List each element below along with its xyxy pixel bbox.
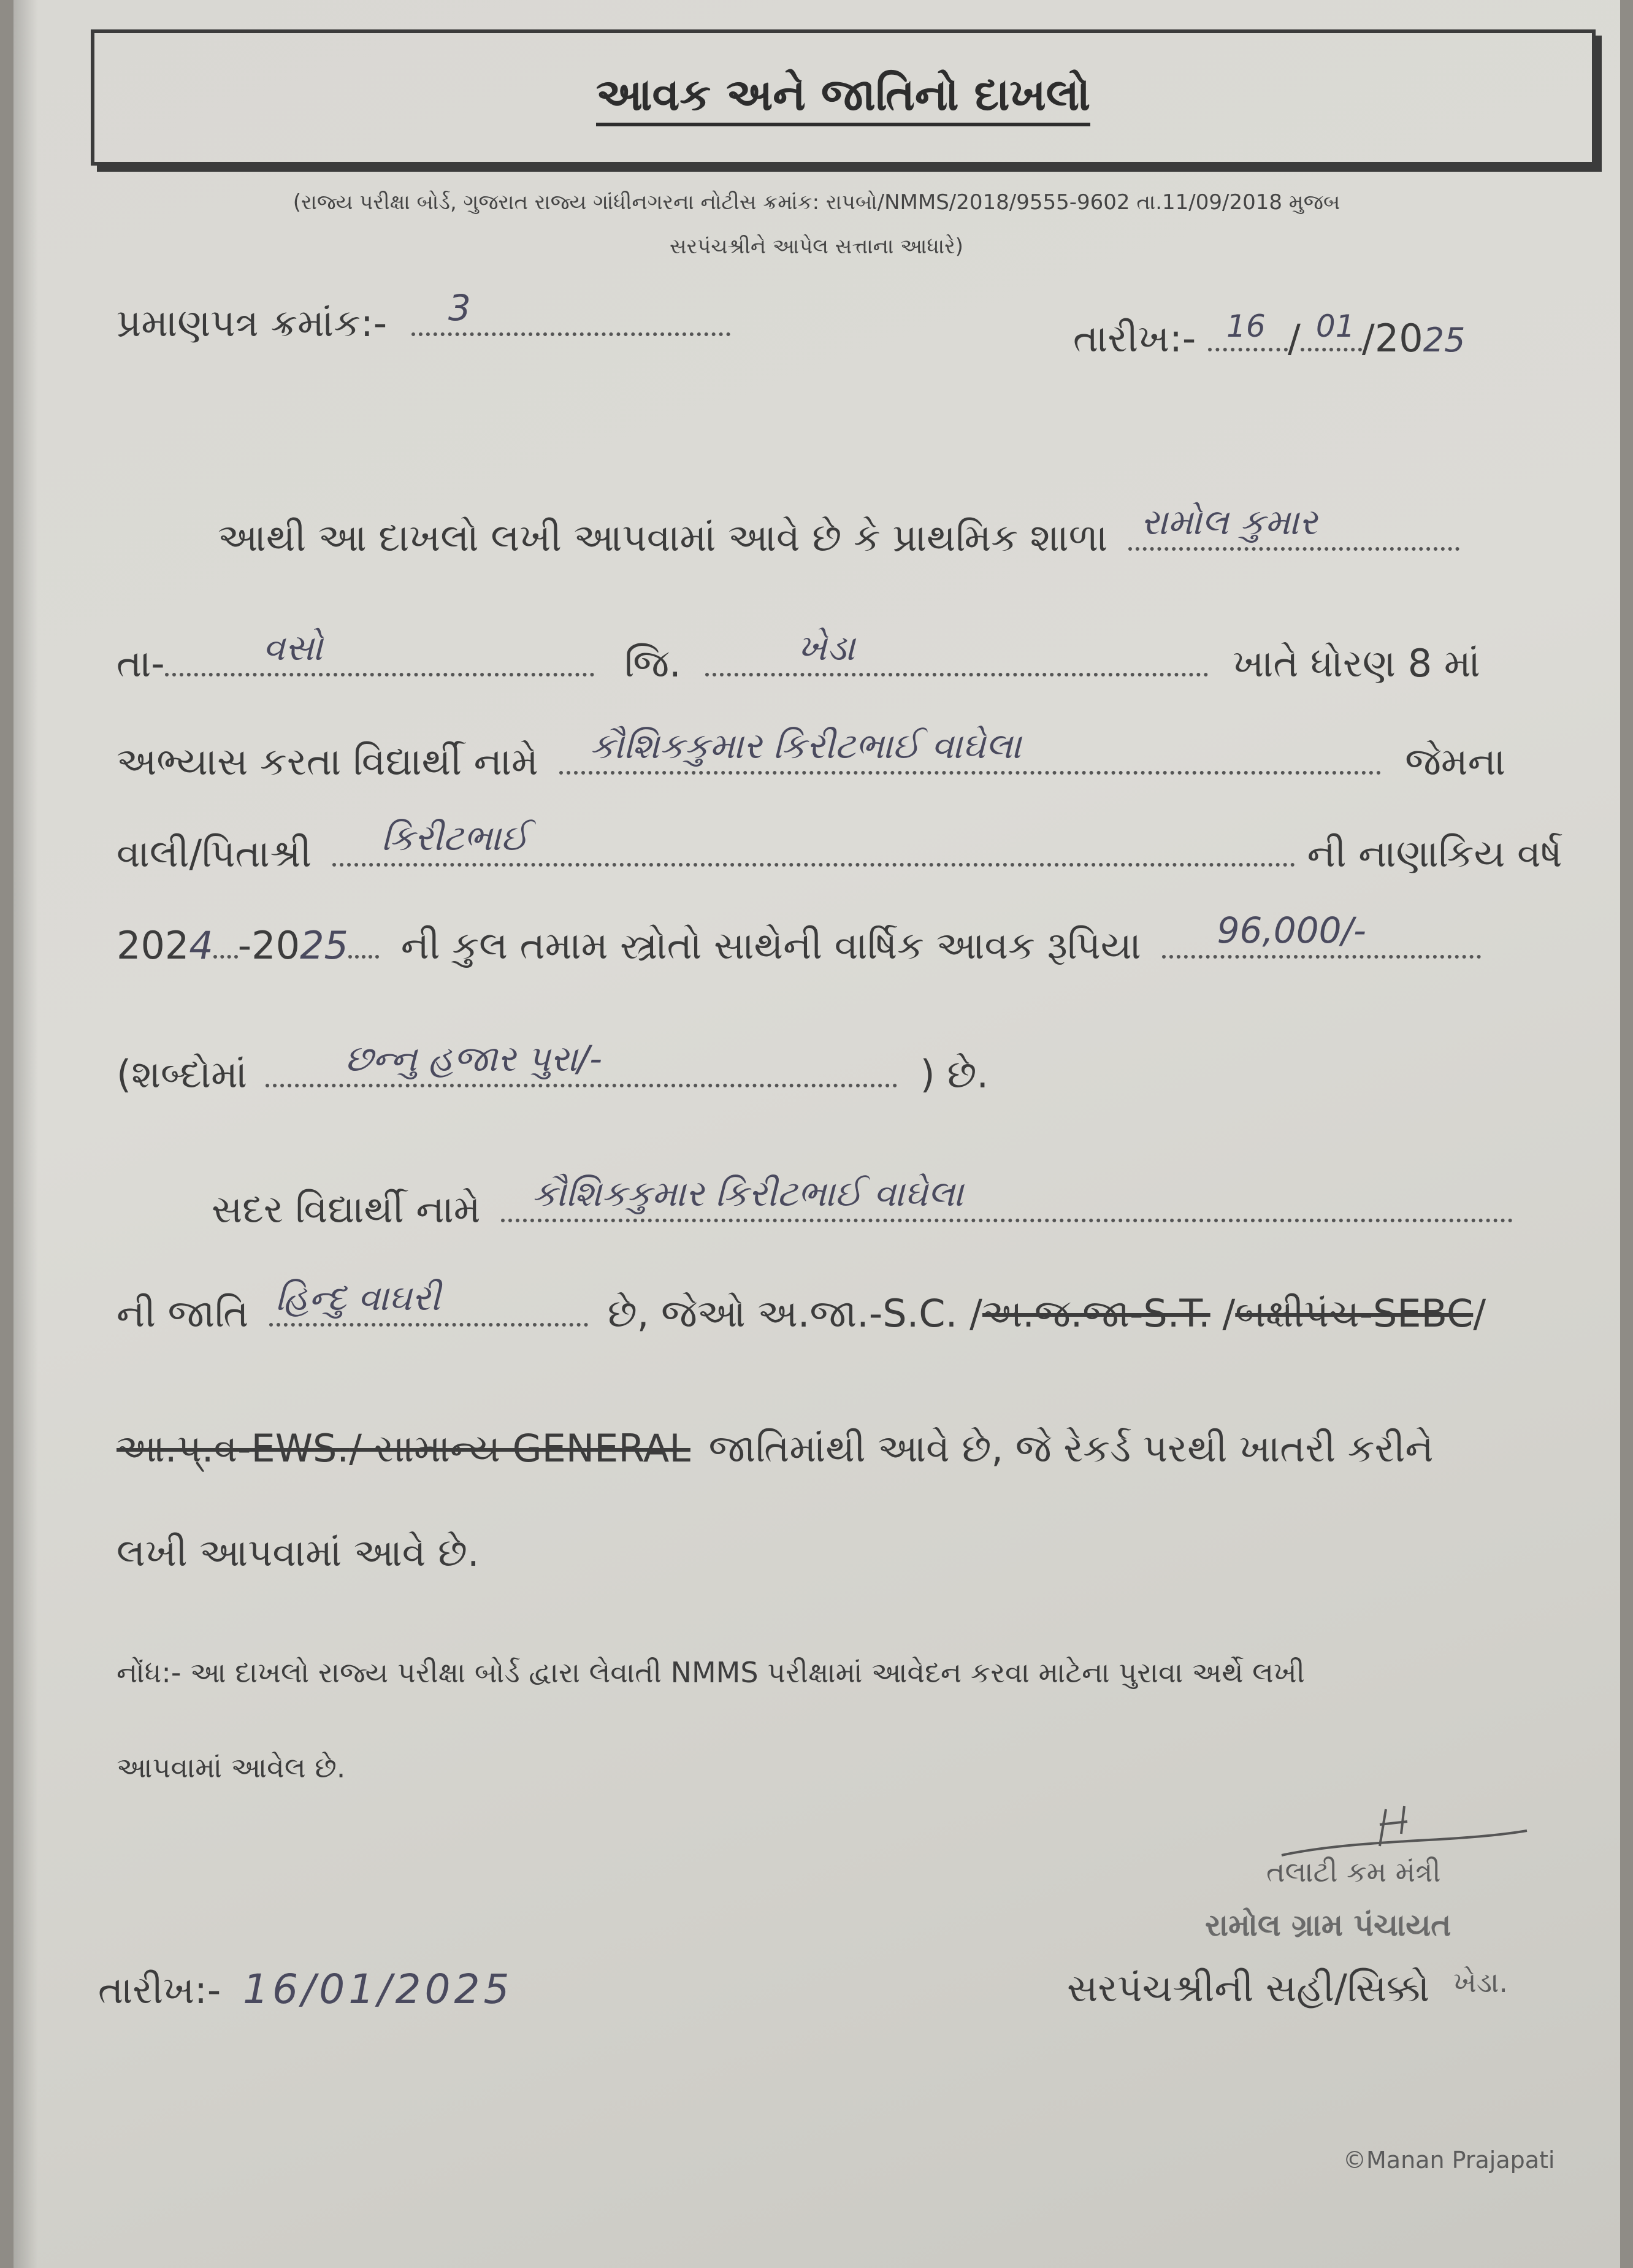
footer-date-row: [98, 1966, 513, 2013]
caste-field: [269, 1277, 588, 1327]
body-line-4-suffix: ની નાણાકિય વર્ષ: [1307, 831, 1562, 876]
body-line-3: [117, 725, 1506, 784]
body-line-8: [117, 1277, 1486, 1336]
certificate-date-label: તારીખ:-: [1073, 316, 1196, 361]
income-value: 96,000/-: [1217, 910, 1366, 951]
footer-date-label: તારીખ:-: [98, 1967, 221, 2012]
caste-line-mid: છે, જેઓ અ.જા.-S.C. /: [607, 1291, 982, 1336]
taluka-value: વસો: [262, 627, 323, 669]
title-box: [91, 29, 1596, 166]
subtitle-line-2: સરપંચશ્રીને આપેલ સત્તાના આધારે): [670, 234, 963, 259]
stamp-line-3: ખેડા.: [1453, 1966, 1508, 1999]
body-line-9-suffix: જાતિમાંથી આવે છે, જે રેકર્ડ પરથી ખાતરી કરીને: [708, 1426, 1434, 1471]
district-field: [705, 627, 1208, 676]
body-line-2: [117, 627, 1480, 686]
student-name-2-field: [501, 1173, 1513, 1222]
body-line-6: [117, 1038, 989, 1097]
body-line-7-prefix: સદર વિદ્યાર્થી નામે: [212, 1187, 481, 1232]
st-option: અ.જ.જા-S.T.: [982, 1291, 1210, 1336]
year-from-dots: [213, 941, 238, 959]
date-year-suffix: 25: [1423, 321, 1466, 359]
school-name-value: રામોલ કુમાર: [1141, 501, 1318, 543]
stamp-line-1: તલાટી કમ મંત્રી: [1266, 1855, 1441, 1888]
body-line-1-text: આથી આ દાખલો લખી આપવામાં આવે છે કે પ્રાથમિક શાળા: [218, 515, 1108, 560]
ews-option: આ.પ્.વ-EWS.: [117, 1426, 350, 1471]
certificate-number-label: પ્રમાણપત્ર ક્રમાંક:-: [117, 301, 388, 345]
slash-2: /: [1473, 1291, 1486, 1336]
year-from-prefix: 202: [117, 923, 189, 968]
guardian-name-value: કિરીટભાઈ: [381, 817, 529, 859]
words-suffix: ) છે.: [920, 1052, 989, 1097]
taluka-field: [165, 627, 594, 676]
body-line-10: લખી આપવામાં આવે છે.: [117, 1530, 480, 1575]
body-line-3-prefix: અભ્યાસ કરતા વિદ્યાર્થી નામે: [117, 739, 538, 784]
year-to-prefix: -20: [237, 923, 300, 968]
year-from-suffix: 4: [189, 923, 213, 968]
note-line-1: નોંધ:- આ દાખલો રાજ્ય પરીક્ષા બોર્ડ દ્વારા લેવાતી NMMS પરીક્ષામાં આવેદન કરવા માટેના પુરાવા અર્થે લખી: [117, 1656, 1305, 1689]
body-line-7: [212, 1173, 1513, 1232]
subtitle-line-1: (રાજ્ય પરીક્ષા બોર્ડ, ગુજરાત રાજ્ય ગાંધીનગરના નોટીસ ક્રમાંક: રાપબો/NMMS/2018/9555-9602 તા.11/09/2018 મુજબ: [293, 190, 1340, 215]
income-words-field: [266, 1038, 897, 1087]
date-day-value: 16: [1226, 308, 1266, 344]
body-line-3-suffix: જેમના: [1405, 739, 1506, 784]
district-value: ખેડા: [797, 627, 855, 669]
note-line-2: આપવામાં આવેલ છે.: [117, 1751, 346, 1784]
document-title: આવક અને જાતિનો દાખલો: [94, 69, 1592, 121]
slash-1: /: [1210, 1291, 1236, 1336]
body-line-5: [117, 910, 1481, 968]
date-month-value: 01: [1315, 308, 1355, 344]
certificate-number-field: [411, 287, 730, 336]
caste-value: હિન્દુ વાઘરી: [275, 1277, 441, 1319]
body-line-1: [218, 501, 1459, 561]
watermark: ©Manan Prajapati: [1343, 2147, 1555, 2174]
date-day-field: [1208, 308, 1288, 351]
guardian-label: વાલી/પિતાશ્રી: [117, 831, 312, 876]
footer-date-value: 16/01/2025: [243, 1966, 513, 2013]
caste-label: ની જાતિ: [117, 1291, 249, 1336]
certificate-date-row: તારીખ:- 16 / 01 /2025: [1073, 308, 1466, 361]
year-to-suffix: 25: [300, 923, 348, 968]
general-option: / સામાન્ય GENERAL: [349, 1426, 690, 1471]
certificate-number-row: [117, 287, 730, 346]
body-line-9: [117, 1426, 1434, 1471]
stamp-line-2: રામોલ ગ્રામ પંચાયત: [1205, 1907, 1451, 1943]
body-line-4: [117, 817, 1562, 876]
income-field: [1162, 910, 1481, 959]
body-line-2-suffix: ખાતે ધોરણ 8 માં: [1233, 641, 1480, 686]
school-name-field: [1128, 501, 1459, 551]
student-name-value: કૌશિકકુમાર કિરીટભાઈ વાઘેલા: [589, 725, 1022, 767]
year-to-dots: [348, 941, 379, 959]
student-name-2-value: કૌશિકકુમાર કિરીટભાઈ વાઘેલા: [532, 1173, 963, 1214]
sebc-option: બક્ષીપંચ-SEBC: [1235, 1291, 1474, 1336]
body-line-5-middle: ની કુલ તમામ સ્ત્રોતો સાથેની વાર્ષિક આવક રૂપિયા: [400, 923, 1141, 968]
district-label: જિ.: [624, 641, 681, 686]
taluka-label: તા-: [117, 641, 165, 686]
date-month-field: [1301, 308, 1362, 351]
date-year-prefix: 20: [1374, 316, 1423, 361]
guardian-name-field: [332, 817, 1295, 867]
income-words-value: છન્નુ હજાર પુરા/-: [345, 1038, 603, 1079]
student-name-field: [559, 725, 1381, 775]
words-label: (શબ્દોમાં: [117, 1052, 248, 1097]
signature-label: સરપંચશ્રીની સહી/સિક્કો: [1067, 1966, 1430, 2010]
certificate-number-value: 3: [448, 287, 471, 329]
